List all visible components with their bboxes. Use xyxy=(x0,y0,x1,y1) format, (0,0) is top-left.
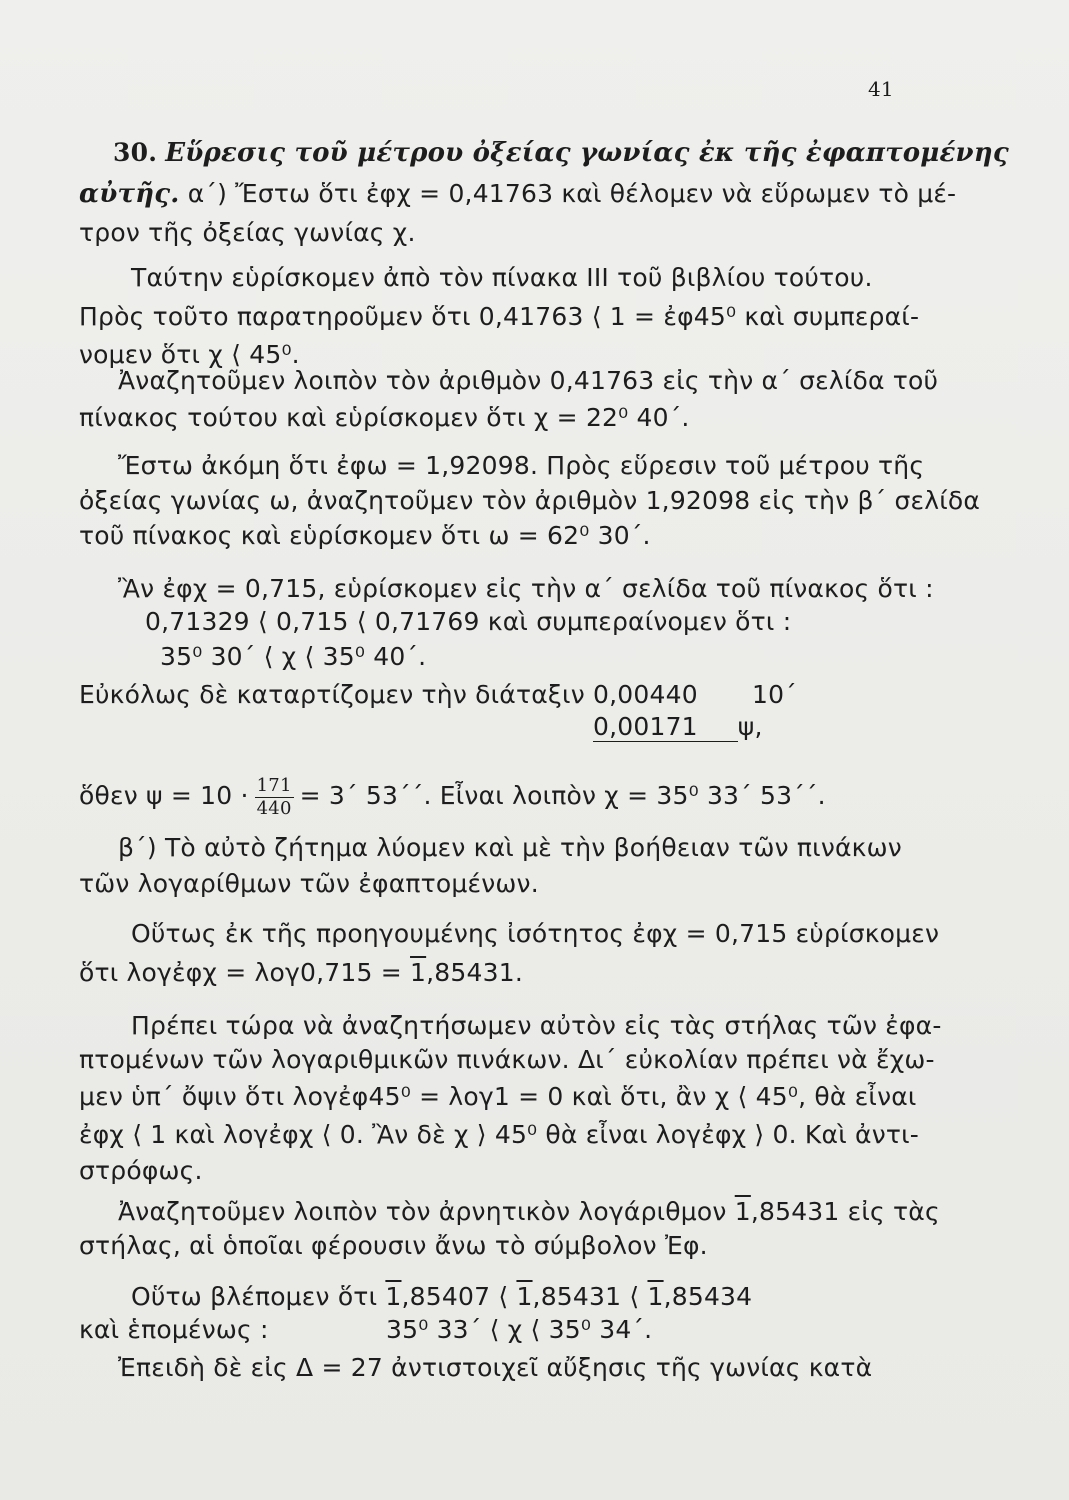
paragraph-line: Ἀναζητοῦμεν λοιπὸν τὸν ἀριθμὸν 0,41763 εἰς τὴν α΄ σελίδα τοῦ xyxy=(118,366,939,395)
interpolation-row xyxy=(593,712,763,742)
paragraph-line xyxy=(79,179,956,209)
paragraph-line: στρόφως. xyxy=(79,1156,203,1185)
interpolation-diff: 0,00171 xyxy=(593,712,738,742)
paragraph-line: ἐφχ ⟨ 1 καὶ λογἐφχ ⟨ 0. Ἂν δὲ χ ⟩ 45⁰ θὰ εἶναι λογἐφχ ⟩ 0. Καὶ ἀντι- xyxy=(79,1120,919,1149)
paragraph-line: νομεν ὅτι χ ⟨ 45⁰. xyxy=(79,340,300,369)
paragraph-line: πίνακος τούτου καὶ εὑρίσκομεν ὅτι χ = 22⁰ 40΄. xyxy=(79,403,690,432)
page-number: 41 xyxy=(868,77,894,101)
paragraph-line: τρον τῆς ὀξείας γωνίας χ. xyxy=(79,218,416,247)
section-number: 30. xyxy=(113,138,158,167)
paragraph-text: Οὕτω βλέπομεν ὅτι xyxy=(131,1282,378,1311)
formula-line xyxy=(79,774,826,820)
paragraph-line: Ταύτην εὑρίσκομεν ἀπὸ τὸν πίνακα III τοῦ βιβλίου τούτου. xyxy=(131,263,873,292)
paragraph-line: ὀξείας γωνίας ω, ἀναζητοῦμεν τὸν ἀριθμὸν 1,92098 εἰς τὴν β΄ σελίδα xyxy=(79,486,981,515)
log-text: ὅτι λογἐφχ = λογ0,715 = xyxy=(79,958,402,987)
overbar-digit: 1 xyxy=(516,1282,533,1311)
interpolation-text: Εὐκόλως δὲ καταρτίζομεν τὴν διάταξιν 0,00440 xyxy=(79,680,698,709)
paragraph-line xyxy=(118,1197,940,1227)
formula-result: = 3΄ 53΄΄. Εἶναι λοιπὸν χ = 35⁰ 33΄ 53΄΄. xyxy=(299,781,826,810)
section-title-end: αὐτῆς. xyxy=(79,179,180,209)
log-value: ,85431 ⟨ xyxy=(532,1282,640,1311)
inequality-line: 0,71329 ⟨ 0,715 ⟨ 0,71769 καὶ συμπεραίνομεν ὅτι : xyxy=(145,607,792,636)
paragraph-line: Πρὸς τοῦτο παρατηροῦμεν ὅτι 0,41763 ⟨ 1 = ἐφ45⁰ καὶ συμπεραί- xyxy=(79,302,920,331)
log-value: ,85407 ⟨ xyxy=(401,1282,509,1311)
section-title: Εὕρεσις τοῦ μέτρου ὀξείας γωνίας ἐκ τῆς ἐφαπτομένης xyxy=(165,138,1009,168)
inequality-line: 35⁰ 30΄ ⟨ χ ⟨ 35⁰ 40΄. xyxy=(160,642,427,671)
interpolation-psi: ψ, xyxy=(737,712,763,741)
paragraph-text: καὶ ἑπομένως : xyxy=(79,1315,269,1344)
fraction-denominator: 440 xyxy=(256,797,292,819)
overbar-digit: 1 xyxy=(385,1282,402,1311)
inequality-line xyxy=(131,1282,752,1312)
log-value: ,85434 xyxy=(663,1282,753,1311)
log-mantissa: ,85431. xyxy=(426,958,523,987)
paragraph-line xyxy=(79,680,797,710)
paragraph-line: β΄) Τὸ αὐτὸ ζήτημα λύομεν καὶ μὲ τὴν βοήθειαν τῶν πινάκων xyxy=(118,833,902,862)
paragraph-line: Οὕτως ἐκ τῆς προηγουμένης ἰσότητος ἐφχ = 0,715 εὑρίσκομεν xyxy=(131,919,940,948)
fraction-numerator: 171 xyxy=(256,774,292,796)
formula-prefix: ὅθεν ψ = 10 · xyxy=(79,781,249,810)
overbar-digit: 1 xyxy=(647,1282,664,1311)
paragraph-line: στήλας, αἱ ὁποῖαι φέρουσιν ἄνω τὸ σύμβολον Ἐφ. xyxy=(79,1231,708,1260)
paragraph-line: τοῦ πίνακος καὶ εὑρίσκομεν ὅτι ω = 62⁰ 30΄. xyxy=(79,521,651,550)
paragraph-line xyxy=(79,958,523,988)
paragraph-line: Πρέπει τώρα νὰ ἀναζητήσωμεν αὐτὸν εἰς τὰς στήλας τῶν ἐφα- xyxy=(131,1011,942,1040)
paragraph-text: α΄) Ἔστω ὅτι ἐφχ = 0,41763 καὶ θέλομεν νὰ εὕρωμεν τὸ μέ- xyxy=(187,179,957,208)
paragraph-line: πτομένων τῶν λογαριθμικῶν πινάκων. Δι΄ εὐκολίαν πρέπει νὰ ἔχω- xyxy=(79,1045,935,1074)
paragraph-line: μεν ὑπ΄ ὄψιν ὅτι λογἐφ45⁰ = λογ1 = 0 καὶ ὅτι, ἂν χ ⟨ 45⁰, θὰ εἶναι xyxy=(79,1082,917,1111)
overbar-digit: 1 xyxy=(410,958,427,987)
paragraph-text: ,85431 εἰς τὰς xyxy=(750,1197,940,1226)
paragraph-line: Ἂν ἐφχ = 0,715, εὑρίσκομεν εἰς τὴν α΄ σελίδα τοῦ πίνακος ὅτι : xyxy=(118,574,934,603)
inequality-values: 35⁰ 33΄ ⟨ χ ⟨ 35⁰ 34΄. xyxy=(386,1315,653,1344)
inequality-line xyxy=(79,1315,269,1345)
paragraph-line: τῶν λογαρίθμων τῶν ἐφαπτομένων. xyxy=(79,869,539,898)
paragraph-text: Ἀναζητοῦμεν λοιπὸν τὸν ἀρνητικὸν λογάριθμον xyxy=(118,1197,727,1226)
paragraph-line: Ἔστω ἀκόμη ὅτι ἐφω = 1,92098. Πρὸς εὕρεσιν τοῦ μέτρου τῆς xyxy=(118,451,925,480)
overbar-digit: 1 xyxy=(734,1197,751,1226)
fraction xyxy=(255,775,294,820)
interpolation-minutes: 10΄ xyxy=(751,680,797,709)
section-heading xyxy=(113,138,1009,168)
paragraph-line: Ἐπειδὴ δὲ εἰς Δ = 27 ἀντιστοιχεῖ αὔξησις τῆς γωνίας κατὰ xyxy=(118,1353,873,1382)
